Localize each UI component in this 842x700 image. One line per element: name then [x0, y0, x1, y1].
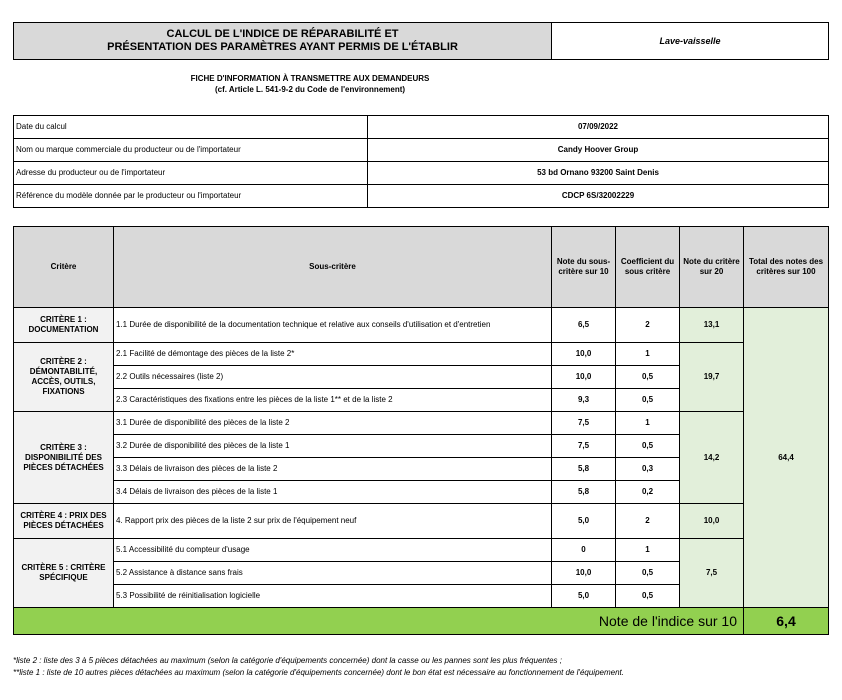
info-row-brand — [14, 139, 829, 162]
subcriterion: 1.1 Durée de disponibilité de la documentation technique et relative aux conseils d'utilisation et d'entretien — [114, 308, 552, 343]
product-category: Lave-vaisselle — [552, 23, 829, 60]
subcriterion: 4. Rapport prix des pièces de la liste 2 sur prix de l'équipement neuf — [114, 504, 552, 539]
subtitle-line-1: FICHE D'INFORMATION À TRANSMETTRE AUX DEMANDEURS — [190, 74, 430, 83]
subcriterion-coef: 0,3 — [616, 458, 680, 481]
score-footer-row — [14, 608, 829, 635]
subcriterion: 5.2 Assistance à distance sans frais — [114, 562, 552, 585]
subcriterion: 5.1 Accessibilité du compteur d'usage — [114, 539, 552, 562]
subcriterion-coef: 0,5 — [616, 562, 680, 585]
info-value: CDCP 6S/32002229 — [368, 185, 829, 208]
subcriterion-note: 10,0 — [552, 343, 616, 366]
table-row — [14, 412, 829, 435]
subcriterion-note: 6,5 — [552, 308, 616, 343]
title-line-1: CALCUL DE L'INDICE DE RÉPARABILITÉ ET — [166, 28, 399, 40]
header-sous-critere: Sous-critère — [114, 227, 552, 308]
info-value: Candy Hoover Group — [368, 139, 829, 162]
subcriterion-note: 0 — [552, 539, 616, 562]
subcriterion-note: 5,0 — [552, 585, 616, 608]
subcriterion-coef: 2 — [616, 308, 680, 343]
table-row — [14, 343, 829, 366]
subcriterion-note: 5,0 — [552, 504, 616, 539]
info-label: Date du calcul — [14, 116, 368, 139]
subcriterion: 2.2 Outils nécessaires (liste 2) — [114, 366, 552, 389]
subtitle-line-2: (cf. Article L. 541-9-2 du Code de l'environnement) — [214, 85, 406, 94]
criterion-4-note20: 10,0 — [680, 504, 744, 539]
subcriterion-coef: 0,5 — [616, 366, 680, 389]
info-row-date — [14, 116, 829, 139]
table-row — [14, 308, 829, 343]
subcriterion-coef: 2 — [616, 504, 680, 539]
criteria-table — [13, 226, 829, 635]
document-title — [14, 23, 552, 60]
info-value: 07/09/2022 — [368, 116, 829, 139]
info-table — [13, 115, 829, 208]
info-label: Nom ou marque commerciale du producteur ou de l'importateur — [14, 139, 368, 162]
total-score: 64,4 — [744, 308, 829, 608]
subcriterion-note: 10,0 — [552, 562, 616, 585]
criterion-1: CRITÈRE 1 : DOCUMENTATION — [14, 308, 114, 343]
header-critere: Critère — [14, 227, 114, 308]
info-row-address — [14, 162, 829, 185]
criterion-2: CRITÈRE 2 : DÉMONTABILITÉ, ACCÈS, OUTILS, FIXATIONS — [14, 343, 114, 412]
subtitle — [0, 73, 620, 95]
subcriterion: 3.4 Délais de livraison des pièces de la liste 1 — [114, 481, 552, 504]
criterion-5: CRITÈRE 5 : CRITÈRE SPÉCIFIQUE — [14, 539, 114, 608]
subcriterion-note: 10,0 — [552, 366, 616, 389]
info-label: Adresse du producteur ou de l'importateur — [14, 162, 368, 185]
subcriterion-coef: 0,5 — [616, 585, 680, 608]
criterion-1-note20: 13,1 — [680, 308, 744, 343]
subcriterion-note: 5,8 — [552, 481, 616, 504]
table-header-row — [14, 227, 829, 308]
footnote-liste-1: **liste 1 : liste de 10 autres pièces détachées au maximum (selon la catégorie d'équipements concernée) dont le bon état est nécessaire au fonctionnement de l'équipement. — [13, 668, 624, 677]
subcriterion-coef: 0,2 — [616, 481, 680, 504]
subcriterion: 5.3 Possibilité de réinitialisation logicielle — [114, 585, 552, 608]
subcriterion-coef: 0,5 — [616, 389, 680, 412]
table-row — [14, 504, 829, 539]
info-value: 53 bd Ornano 93200 Saint Denis — [368, 162, 829, 185]
subcriterion-coef: 1 — [616, 539, 680, 562]
criterion-3: CRITÈRE 3 : DISPONIBILITÉ DES PIÈCES DÉTACHÉES — [14, 412, 114, 504]
criterion-2-note20: 19,7 — [680, 343, 744, 412]
criterion-4: CRITÈRE 4 : PRIX DES PIÈCES DÉTACHÉES — [14, 504, 114, 539]
footnotes — [13, 655, 833, 679]
subcriterion: 3.2 Durée de disponibilité des pièces de la liste 1 — [114, 435, 552, 458]
subcriterion-coef: 1 — [616, 343, 680, 366]
title-line-2: PRÉSENTATION DES PARAMÈTRES AYANT PERMIS DE L'ÉTABLIR — [107, 41, 458, 53]
footnote-liste-2: *liste 2 : liste des 3 à 5 pièces détachées au maximum (selon la catégorie d'équipements concernée) dont la casse ou les pannes sont les plus fréquentes ; — [13, 656, 562, 665]
subcriterion-note: 7,5 — [552, 412, 616, 435]
header-total: Total des notes des critères sur 100 — [744, 227, 829, 308]
header-coefficient: Coefficient du sous critère — [616, 227, 680, 308]
index-score-value: 6,4 — [744, 608, 829, 635]
criterion-5-note20: 7,5 — [680, 539, 744, 608]
info-label: Référence du modèle donnée par le producteur ou l'importateur — [14, 185, 368, 208]
header-note20: Note du critère sur 20 — [680, 227, 744, 308]
header-note10: Note du sous-critère sur 10 — [552, 227, 616, 308]
subcriterion-note: 9,3 — [552, 389, 616, 412]
subcriterion-coef: 1 — [616, 412, 680, 435]
table-row — [14, 539, 829, 562]
subcriterion: 3.3 Délais de livraison des pièces de la liste 2 — [114, 458, 552, 481]
info-row-reference — [14, 185, 829, 208]
index-score-label: Note de l'indice sur 10 — [14, 608, 744, 635]
criterion-3-note20: 14,2 — [680, 412, 744, 504]
subcriterion-coef: 0,5 — [616, 435, 680, 458]
subcriterion-note: 7,5 — [552, 435, 616, 458]
subcriterion-note: 5,8 — [552, 458, 616, 481]
subcriterion: 2.1 Facilité de démontage des pièces de la liste 2* — [114, 343, 552, 366]
header-table — [13, 22, 829, 60]
subcriterion: 3.1 Durée de disponibilité des pièces de la liste 2 — [114, 412, 552, 435]
subcriterion: 2.3 Caractéristiques des fixations entre les pièces de la liste 1** et de la liste 2 — [114, 389, 552, 412]
